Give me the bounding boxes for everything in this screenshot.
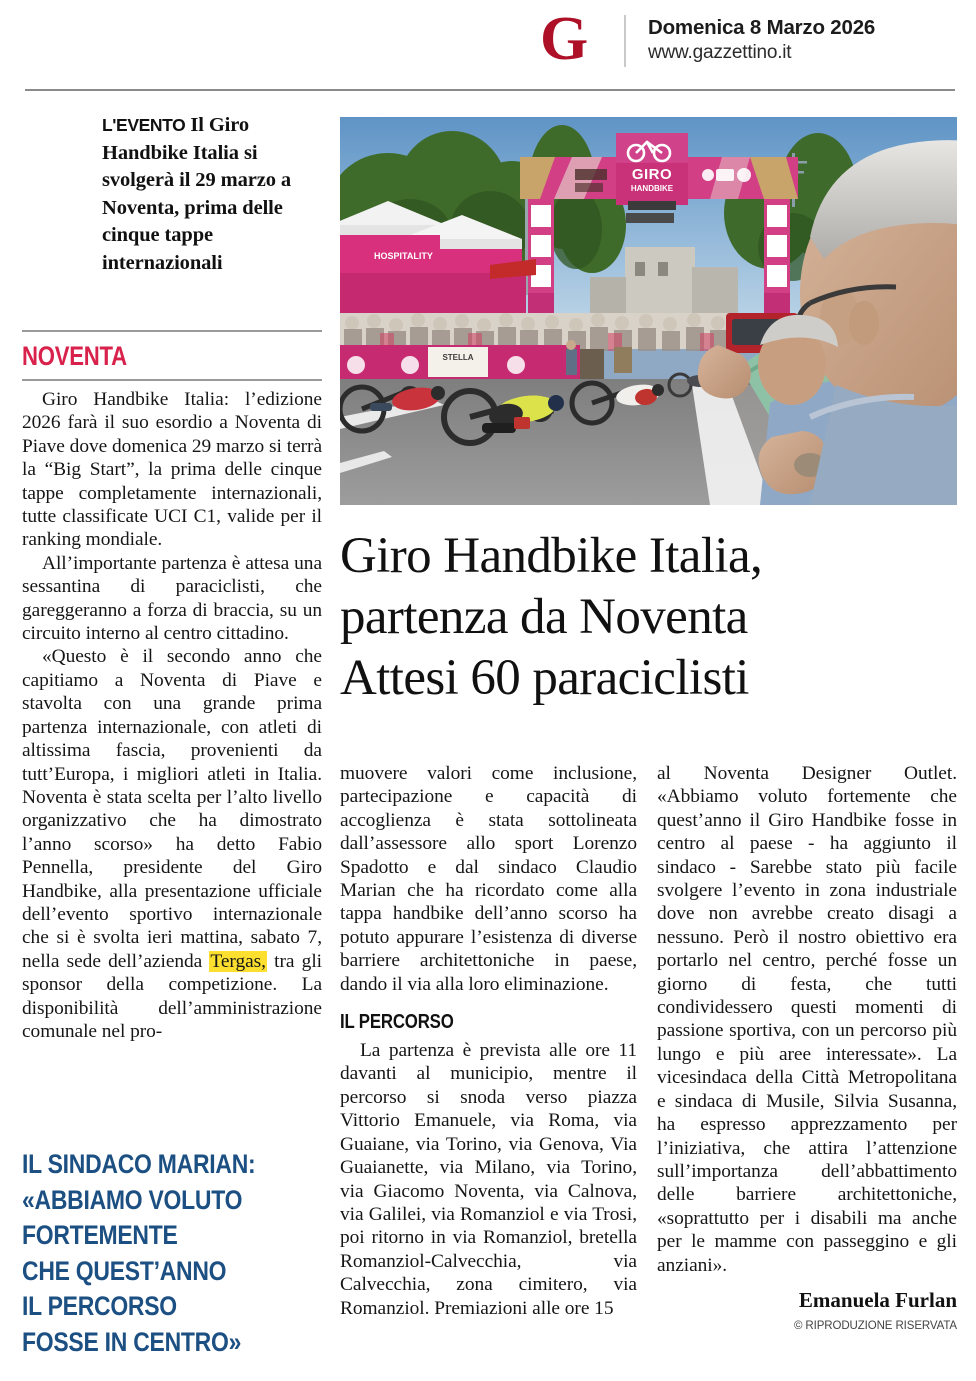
middle-column (340, 762, 637, 1320)
article-headline (340, 526, 960, 709)
pullquote-line-2: «ABBIAMO VOLUTO (22, 1184, 243, 1215)
left-column (22, 112, 323, 1042)
gazzettino-logo: G (540, 5, 588, 73)
masthead (0, 0, 976, 90)
article-photo (340, 117, 957, 505)
article-kicker (102, 112, 324, 277)
headline-line-2: partenza da Noventa (340, 589, 748, 645)
left-column-body (22, 388, 322, 1043)
masthead-rule (25, 89, 955, 91)
highlighted-sponsor-name: Tergas, (210, 950, 266, 972)
right-paragraph-1: al Noventa Designer Outlet. «Abbiamo voluto fortemente che quest’anno il Giro Handbike fosse in centro al paese - ha aggiunto il sindaco - Sarebbe stato più facile svolgere l’evento in zona industriale dove non avrebbe creato disagi a nessuno. Però il nostro obiettivo era portarlo nel centro, perché fosse un giorno di festa, che tutti condividessero questi momenti di passione sportiva, con un percorso più lungo e più aree interessate». La vicesindaca della Città Metropolitana e sindaca di Musile, Silvia Susanna, ha espresso apprezzamento per l’iniziativa, che attira l’attenzione sull’importanza dell’abbattimento delle barriere architettoniche, «soprattutto per i disabili ma anche per le mamme con passeggino e gli anziani». (657, 763, 957, 1276)
left-paragraph-3 (22, 645, 322, 1043)
masthead-date: Domenica 8 Marzo 2026 (648, 16, 876, 39)
gate-text-handbike: HANDBIKE (630, 184, 674, 193)
article-byline: Emanuela Furlan (798, 1287, 957, 1312)
photo-illustration (340, 117, 957, 505)
middle-paragraph-2: La partenza è prevista alle ore 11 davanti al municipio, mentre il percorso si snoda verso piazza Vittorio Emanuele, via Roma, via Guaiane, via Torino, via Genova, Via Guaianette, via Milano, via Torino, via Giacomo Noventa, via Calnova, via Galilei, via Romanziol e via Trosi, poi ritorno in via Romanziol, bretella Romanziol-Calvecchia, via Calvecchia, zona cimitero, via Romanziol. Premiazioni alle ore 15 (340, 1040, 637, 1319)
left-paragraph-1: Giro Handbike Italia: l’edizione 2026 farà il suo esordio a Noventa di Piave dove domenica 29 marzo si terrà la “Big Start”, la prima delle cinque tappe completamente internazionali, tutte classificate UCI C1, valide per il ranking mondiale. (22, 389, 322, 551)
left-paragraph-3-after: tra gli sponsor della competizione. La disponibilità dell’amministrazione comunale nel pro- (22, 950, 323, 1042)
left-paragraph-3-before: «Questo è il secondo anno che capitiamo a Noventa di Piave e stavolta con una grande prima partenza internazionale, con atleti di altissima fascia, provenienti da tutt’Europa, i migliori atleti in Italia. Noventa è stata scelta per l’alto livello organizzativo che ha dimostrato l’anno scorso» ha detto Fabio Pennella, presidente del Giro Handbike, alla presentazione ufficiale dell’evento sportivo internazionale che si è svolta ieri mattina, sabato 7, nella sede dell’azienda (22, 646, 322, 972)
pullquote-line-3: FORTEMENTE (22, 1220, 178, 1250)
middle-column-body-2 (340, 1039, 637, 1320)
middle-paragraph-1: muovere valori come inclusione, partecipazione e capacità di accoglienza è stata sottolineata dall’assessore allo sport Lorenzo Spadotto e dal sindaco Claudio Marian che ha ricordato come alla tappa handbike dell’anno scorso ha potuto appurare l’esistenza di diverse barriere architettoniche in paese, dando il via alla loro eliminazione. (340, 763, 637, 995)
section-title: NOVENTA (22, 341, 127, 371)
subheading-percorso-label: IL PERCORSO (340, 1011, 454, 1034)
section-rule-top (22, 330, 322, 332)
headline-line-1: Giro Handbike Italia, (340, 528, 763, 584)
svg-text:STELLA: STELLA (442, 353, 474, 362)
pullquote-line-4: CHE QUEST’ANNO (22, 1255, 227, 1286)
section-rule-bottom (22, 379, 322, 381)
kicker-label: L'EVENTO (102, 115, 186, 135)
pullquote (22, 1147, 322, 1360)
kicker-text: Il Giro Handbike Italia si svolgerà il 29 marzo a Noventa, prima delle cinque tappe internazionali (102, 114, 292, 274)
right-column-body (657, 762, 957, 1277)
left-paragraph-2: All’importante partenza è attesa una sessantina di paraciclisti, che gareggeranno a forza di braccia, su un circuito interno al centro cittadino. (22, 552, 322, 645)
right-column (657, 762, 957, 1334)
subheading-percorso (340, 1010, 637, 1034)
pullquote-line-5: IL PERCORSO (22, 1291, 177, 1321)
headline-line-3: Attesi 60 paraciclisti (340, 650, 749, 706)
masthead-url[interactable]: www.gazzettino.it (648, 42, 792, 63)
copyright-notice: © RIPRODUZIONE RISERVATA (793, 1319, 957, 1332)
masthead-text (648, 13, 875, 65)
masthead-brand (540, 5, 876, 73)
middle-column-body (340, 762, 637, 996)
pullquote-line-1: IL SINDACO MARIAN: (22, 1149, 256, 1179)
gate-text-giro: GIRO (631, 166, 673, 183)
spectator-on-road (566, 340, 577, 375)
tent-text-hospitality: HOSPITALITY (374, 251, 433, 261)
pullquote-line-6: FOSSE IN CENTRO» (22, 1326, 242, 1357)
masthead-divider (624, 15, 626, 67)
